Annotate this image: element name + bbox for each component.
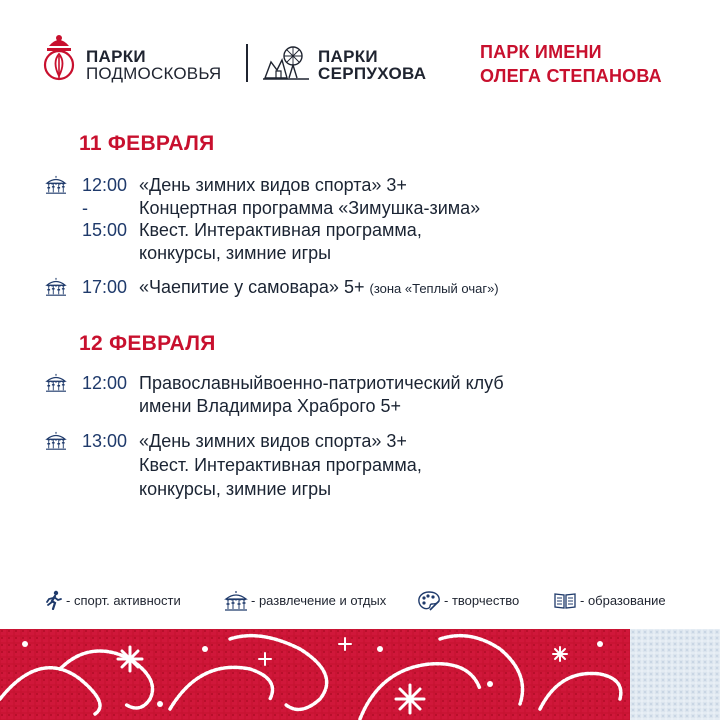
brand-serp-line2: СЕРПУХОВА (318, 64, 427, 83)
event-line: имени Владимира Храброго 5+ (139, 396, 402, 416)
carousel-icon (45, 277, 67, 297)
palette-icon (417, 590, 441, 612)
event-line: конкурсы, зимние игры (139, 243, 332, 263)
event-time-start: 12:00 (82, 175, 128, 195)
open-book-icon (553, 590, 577, 610)
parks-moscow-region-logo (42, 32, 76, 82)
brand-parks-moscow-region (86, 48, 221, 82)
day-heading-feb-11: 11 ФЕВРАЛЯ (79, 132, 215, 155)
legend-education-label: - образование (580, 593, 666, 608)
legend-creativity-label: - творчество (444, 593, 520, 608)
running-person-icon (44, 590, 64, 610)
brand-mo-line1: ПАРКИ (86, 47, 146, 66)
event-line: Концертная программа «Зимушка-зима» (139, 198, 481, 218)
legend (0, 590, 720, 618)
day-heading-feb-12: 12 ФЕВРАЛЯ (79, 332, 216, 355)
park-title (480, 40, 662, 88)
event-line: «День зимних видов спорта» 3+ (139, 175, 407, 195)
event-time-end: 15:00 (82, 220, 128, 240)
mosaic-ornament-band (0, 629, 720, 720)
header-divider (246, 44, 248, 82)
park-title-line1: ПАРК ИМЕНИ (480, 42, 602, 62)
legend-sport-label: - спорт. активности (66, 593, 181, 608)
carousel-icon (224, 590, 248, 612)
header (0, 0, 720, 120)
legend-entertainment-label: - развлечение и отдых (251, 593, 387, 608)
event-time-dash: - (82, 198, 88, 218)
carousel-icon (45, 431, 67, 451)
carousel-icon (45, 373, 67, 393)
event-zone: (зона «Теплый очаг») (369, 281, 499, 296)
carousel-icon (45, 175, 67, 195)
event-time-start: 13:00 (82, 431, 128, 451)
event-line: конкурсы, зимние игры (139, 479, 332, 499)
event-time-start: 17:00 (82, 277, 128, 297)
brand-mo-line2: ПОДМОСКОВЬЯ (86, 64, 222, 83)
event-line: Квест. Интерактивная программа, (139, 220, 422, 240)
event-line: «День зимних видов спорта» 3+ (139, 431, 407, 451)
brand-parks-serpukhov (318, 48, 426, 82)
brand-serp-line1: ПАРКИ (318, 47, 378, 66)
event-title: «Чаепитие у самовара» 5+ (139, 277, 365, 297)
event-time-start: 12:00 (82, 373, 128, 393)
parks-serpukhov-logo (262, 42, 310, 82)
park-title-line2: ОЛЕГА СТЕПАНОВА (480, 66, 662, 86)
event-line (139, 277, 499, 298)
event-line: Квест. Интерактивная программа, (139, 455, 422, 475)
event-line: Православныйвоенно-патриотический клуб (139, 373, 504, 393)
